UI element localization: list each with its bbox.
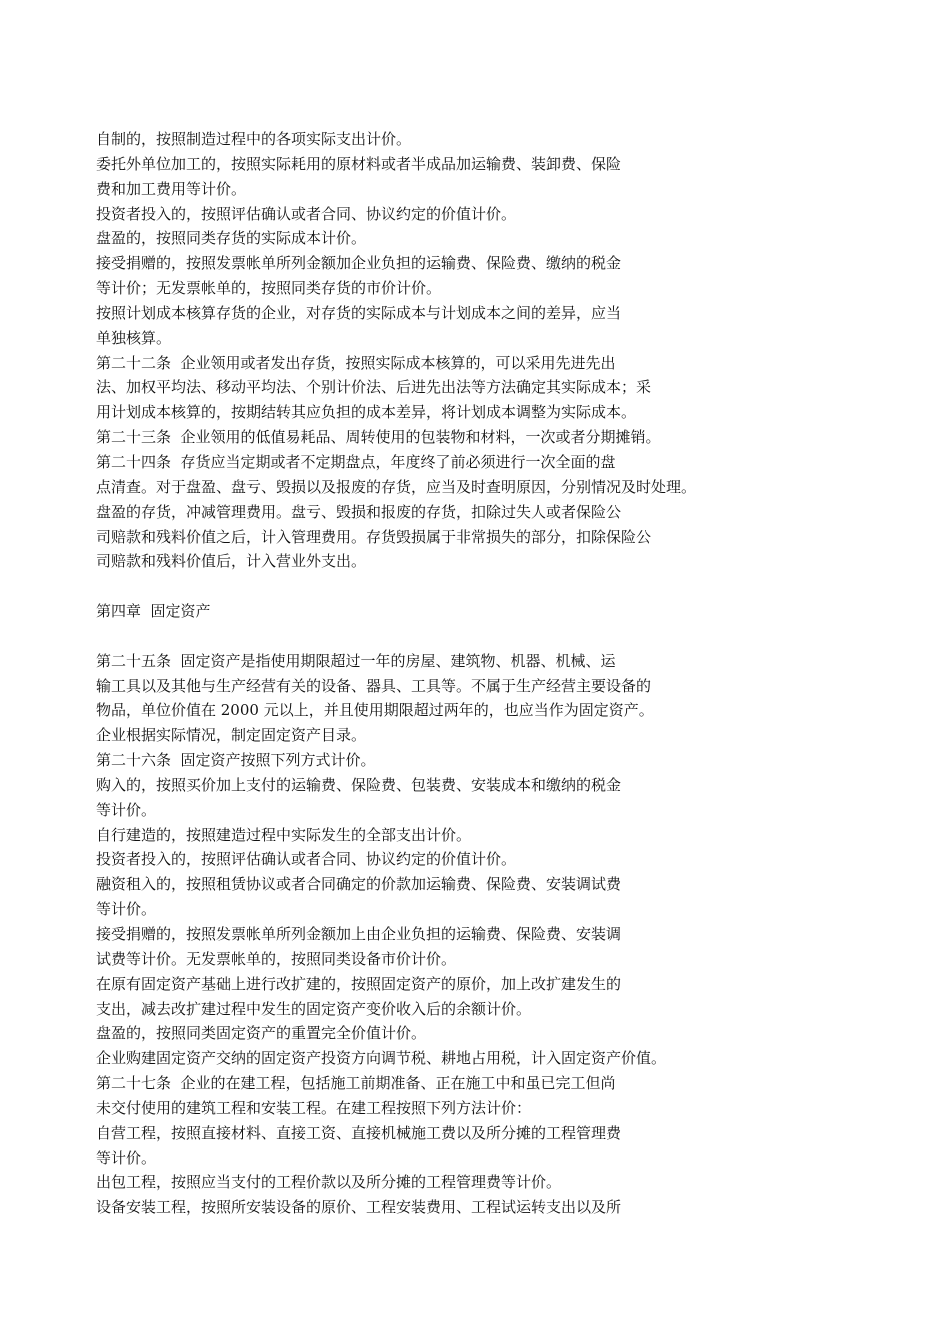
article-line: 第二十四条 存货应当定期或者不定期盘点，年度终了前必须进行一次全面的盘 [96, 452, 616, 471]
article-line: 第二十六条 固定资产按照下列方式计价。 [96, 751, 376, 770]
article-line: 第二十二条 企业领用或者发出存货，按照实际成本核算的，可以采用先进先出 [96, 353, 616, 372]
paragraph-line: 企业根据实际情况，制定固定资产目录。 [96, 726, 367, 745]
paragraph-line: 自营工程，按照直接材料、直接工资、直接机械施工费以及所分摊的工程管理费 [96, 1123, 622, 1142]
document-body [96, 127, 856, 1220]
paragraph-line: 支出，减去改扩建过程中发生的固定资产变价收入后的余额计价。 [96, 999, 532, 1018]
paragraph-line: 点清查。对于盘盈、盘亏、毁损以及报废的存货，应当及时查明原因，分别情况及时处理。 [96, 477, 697, 496]
paragraph-line: 法、加权平均法、移动平均法、个别计价法、后进先出法等方法确定其实际成本；采 [96, 378, 652, 397]
paragraph-line: 接受捐赠的，按照发票帐单所列金额加上由企业负担的运输费、保险费、安装调 [96, 925, 622, 943]
paragraph-line: 司赔款和残料价值后，计入营业外支出。 [96, 552, 367, 571]
paragraph-line: 司赔款和残料价值之后，计入管理费用。存货毁损属于非常损失的部分，扣除保险公 [96, 527, 652, 546]
paragraph-line: 接受捐赠的，按照发票帐单所列金额加企业负担的运输费、保险费、缴纳的税金 [96, 254, 622, 273]
paragraph-line: 等计价；无发票帐单的，按照同类存货的市价计价。 [96, 279, 442, 298]
paragraph-line: 按照计划成本核算存货的企业，对存货的实际成本与计划成本之间的差异，应当 [96, 303, 622, 322]
paragraph-line: 未交付使用的建筑工程和安装工程。在建工程按照下列方法计价： [96, 1098, 532, 1117]
paragraph-line: 自制的，按照制造过程中的各项实际支出计价。 [96, 130, 412, 148]
article-line: 第二十七条 企业的在建工程，包括施工前期准备、正在施工中和虽已完工但尚 [96, 1074, 616, 1093]
paragraph-line: 设备安装工程，按照所安装设备的原价、工程安装费用、工程试运转支出以及所 [96, 1198, 622, 1217]
paragraph-line: 盘盈的，按照同类固定资产的重置完全价值计价。 [96, 1024, 427, 1043]
paragraph-line: 用计划成本核算的，按期结转其应负担的成本差异，将计划成本调整为实际成本。 [96, 403, 637, 422]
paragraph-line: 购入的，按照买价加上支付的运输费、保险费、包装费、安装成本和缴纳的税金 [96, 775, 622, 794]
paragraph-line: 输工具以及其他与生产经营有关的设备、器具、工具等。不属于生产经营主要设备的 [96, 676, 652, 695]
paragraph-line: 盘盈的，按照同类存货的实际成本计价。 [96, 229, 367, 248]
paragraph-line: 投资者投入的，按照评估确认或者合同、协议约定的价值计价。 [96, 850, 517, 869]
paragraph-line: 试费等计价。无发票帐单的，按照同类设备市价计价。 [96, 949, 457, 968]
paragraph-line: 投资者投入的，按照评估确认或者合同、协议约定的价值计价。 [96, 204, 517, 223]
paragraph-line: 费和加工费用等计价。 [96, 179, 247, 198]
paragraph-line: 在原有固定资产基础上进行改扩建的，按照固定资产的原价，加上改扩建发生的 [96, 974, 622, 993]
paragraph-line: 盘盈的存货，冲减管理费用。盘亏、毁损和报废的存货，扣除过失人或者保险公 [96, 502, 622, 521]
paragraph-line: 单独核算。 [96, 328, 172, 347]
blank-line [96, 624, 856, 649]
blank-line [96, 574, 856, 599]
paragraph-line: 物品，单位价值在 2000 元以上，并且使用期限超过两年的，也应当作为固定资产。 [96, 701, 654, 720]
paragraph-line: 等计价。 [96, 800, 157, 819]
paragraph-line: 企业购建固定资产交纳的固定资产投资方向调节税、耕地占用税，计入固定资产价值。 [96, 1049, 667, 1068]
paragraph-line: 等计价。 [96, 900, 157, 919]
paragraph-line: 委托外单位加工的，按照实际耗用的原材料或者半成品加运输费、装卸费、保险 [96, 154, 622, 173]
article-line: 第二十三条 企业领用的低值易耗品、周转使用的包装物和材料，一次或者分期摊销。 [96, 428, 661, 447]
chapter-heading: 第四章 固定资产 [96, 602, 211, 621]
paragraph-line: 融资租入的，按照租赁协议或者合同确定的价款加运输费、保险费、安装调试费 [96, 875, 622, 894]
paragraph-line: 等计价。 [96, 1148, 157, 1167]
paragraph-line: 自行建造的，按照建造过程中实际发生的全部支出计价。 [96, 825, 472, 844]
paragraph-line: 出包工程，按照应当支付的工程价款以及所分摊的工程管理费等计价。 [96, 1173, 562, 1192]
article-line: 第二十五条 固定资产是指使用期限超过一年的房屋、建筑物、机器、机械、运 [96, 651, 616, 670]
